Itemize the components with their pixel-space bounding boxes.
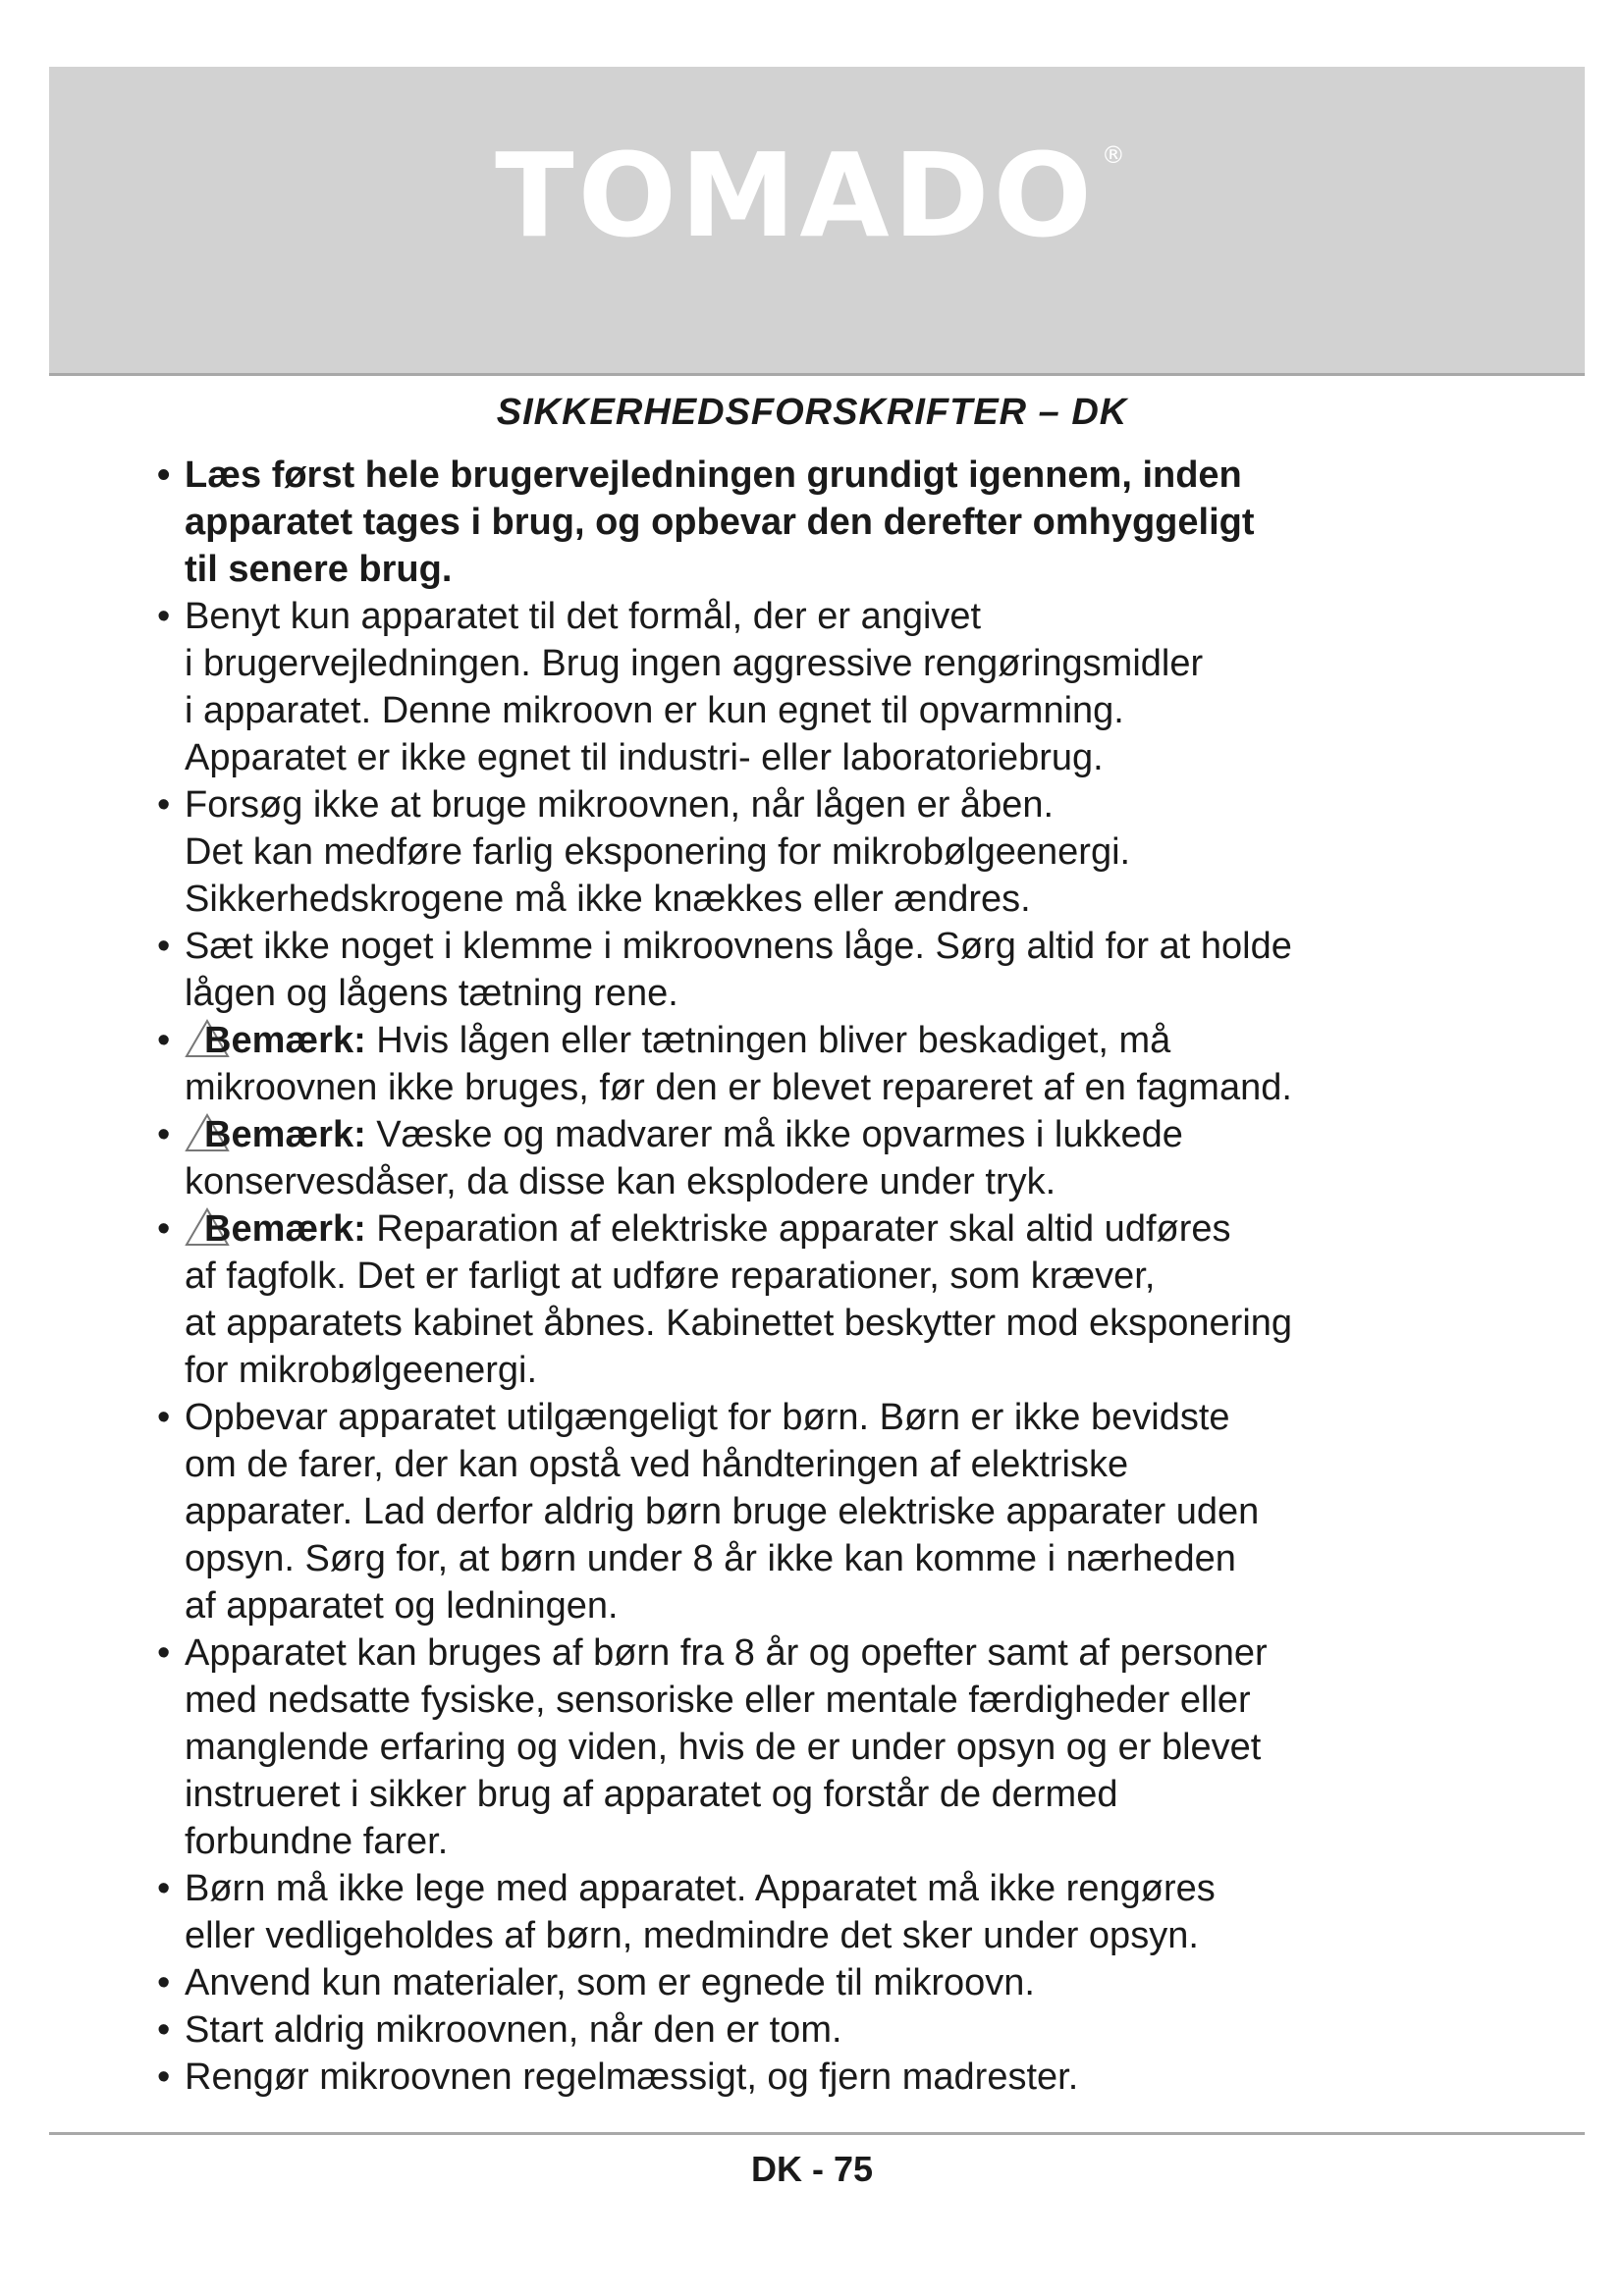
footer-divider bbox=[49, 2132, 1585, 2135]
list-item bbox=[157, 2006, 1512, 2054]
list-item bbox=[157, 781, 1512, 923]
list-item-line: apparater. Lad derfor aldrig børn bruge elektriske apparater uden bbox=[185, 1491, 1260, 1532]
list-item-line: Benyt kun apparatet til det formål, der er angivet bbox=[185, 596, 982, 637]
bullet: • bbox=[157, 1397, 171, 1438]
list-item-line: Rengør mikroovnen regelmæssigt, og fjern madrester. bbox=[185, 2056, 1079, 2098]
list-item bbox=[157, 593, 1512, 781]
list-item bbox=[157, 1111, 1512, 1205]
list-item-line: Børn må ikke lege med apparatet. Apparatet må ikke rengøres bbox=[185, 1868, 1216, 1909]
list-item bbox=[157, 1629, 1512, 1865]
list-item-line: opsyn. Sørg for, at børn under 8 år ikke kan komme i nærheden bbox=[185, 1538, 1236, 1579]
brand-logo bbox=[0, 128, 1624, 263]
list-item-line: apparatet tages i brug, og opbevar den derefter omhyggeligt bbox=[185, 502, 1255, 543]
list-item-line: Apparatet er ikke egnet til industri- eller laboratoriebrug. bbox=[185, 737, 1104, 778]
page-number: DK - 75 bbox=[750, 2149, 874, 2189]
list-item-line: forbundne farer. bbox=[185, 1821, 449, 1862]
list-item-line: manglende erfaring og viden, hvis de er under opsyn og er blevet bbox=[185, 1727, 1262, 1768]
list-item-line: Start aldrig mikroovnen, når den er tom. bbox=[185, 2009, 842, 2051]
bullet: • bbox=[157, 926, 171, 967]
note-label: Bemærk: bbox=[204, 1114, 366, 1155]
list-item bbox=[157, 1205, 1512, 1394]
bullet: • bbox=[157, 1868, 171, 1909]
list-item-line: med nedsatte fysiske, sensoriske eller mentale færdigheder eller bbox=[185, 1680, 1251, 1721]
list-item-line: om de farer, der kan opstå ved håndteringen af elektriske bbox=[185, 1444, 1129, 1485]
list-item-line bbox=[185, 1111, 1512, 1158]
list-item bbox=[157, 1959, 1512, 2006]
note-label: Bemærk: bbox=[204, 1208, 366, 1250]
list-item-line: Apparatet kan bruges af børn fra 8 år og opefter samt af personer bbox=[185, 1632, 1268, 1674]
brand-logo-text: TOMADO bbox=[495, 128, 1096, 263]
bullet: • bbox=[157, 784, 171, 826]
list-item-line: at apparatets kabinet åbnes. Kabinettet beskytter mod eksponering bbox=[185, 1303, 1293, 1344]
bullet: • bbox=[157, 1020, 171, 1061]
list-item-line bbox=[185, 1205, 1512, 1253]
list-item bbox=[157, 923, 1512, 1017]
bullet: • bbox=[157, 1632, 171, 1674]
bullet: • bbox=[157, 2056, 171, 2098]
bullet: • bbox=[157, 1962, 171, 2003]
header-divider bbox=[49, 373, 1585, 376]
list-item-line: Anvend kun materialer, som er egnede til mikroovn. bbox=[185, 1962, 1035, 2003]
note-text: Reparation af elektriske apparater skal altid udføres bbox=[365, 1208, 1231, 1250]
list-item-line: af fagfolk. Det er farligt at udføre reparationer, som kræver, bbox=[185, 1255, 1156, 1297]
list-item-line: Sæt ikke noget i klemme i mikroovnens låge. Sørg altid for at holde bbox=[185, 926, 1292, 967]
bullet: • bbox=[157, 596, 171, 637]
list-item-line: i apparatet. Denne mikroovn er kun egnet til opvarmning. bbox=[185, 690, 1124, 731]
list-item-line: af apparatet og ledningen. bbox=[185, 1585, 619, 1627]
bullet: • bbox=[157, 2009, 171, 2051]
list-item-line bbox=[185, 1017, 1512, 1064]
list-item bbox=[157, 1394, 1512, 1629]
list-item bbox=[157, 1865, 1512, 1959]
bullet: • bbox=[157, 1208, 171, 1250]
list-item-line: konservesdåser, da disse kan eksplodere under tryk. bbox=[185, 1161, 1056, 1202]
list-item bbox=[157, 2054, 1512, 2101]
list-item-line: eller vedligeholdes af børn, medmindre det sker under opsyn. bbox=[185, 1915, 1199, 1956]
list-item-line: mikroovnen ikke bruges, før den er blevet repareret af en fagmand. bbox=[185, 1067, 1292, 1108]
bullet: • bbox=[157, 454, 171, 496]
list-item bbox=[157, 452, 1512, 593]
page-title: SIKKERHEDSFORSKRIFTER – DK bbox=[496, 392, 1128, 433]
list-item-line: Det kan medføre farlig eksponering for mikrobølgeenergi. bbox=[185, 831, 1131, 873]
bullet: • bbox=[157, 1114, 171, 1155]
list-item-line: instrueret i sikker brug af apparatet og forstår de dermed bbox=[185, 1774, 1118, 1815]
list-item-line: lågen og lågens tætning rene. bbox=[185, 973, 678, 1014]
safety-instructions-list bbox=[157, 452, 1512, 2101]
list-item-line: til senere brug. bbox=[185, 549, 453, 590]
list-item-line: i brugervejledningen. Brug ingen aggressive rengøringsmidler bbox=[185, 643, 1204, 684]
list-item-line: Opbevar apparatet utilgængeligt for børn. Børn er ikke bevidste bbox=[185, 1397, 1230, 1438]
list-item-line: Forsøg ikke at bruge mikroovnen, når lågen er åben. bbox=[185, 784, 1055, 826]
list-item-line: Læs først hele brugervejledningen grundigt igennem, inden bbox=[185, 454, 1242, 496]
note-label: Bemærk: bbox=[204, 1020, 366, 1061]
list-item-line: for mikrobølgeenergi. bbox=[185, 1350, 538, 1391]
note-text: Væske og madvarer må ikke opvarmes i lukkede bbox=[365, 1114, 1183, 1155]
list-item bbox=[157, 1017, 1512, 1111]
note-text: Hvis lågen eller tætningen bliver beskadiget, må bbox=[365, 1020, 1171, 1061]
registered-mark: ® bbox=[1101, 141, 1129, 169]
list-item-line: Sikkerhedskrogene må ikke knækkes eller ændres. bbox=[185, 879, 1031, 920]
